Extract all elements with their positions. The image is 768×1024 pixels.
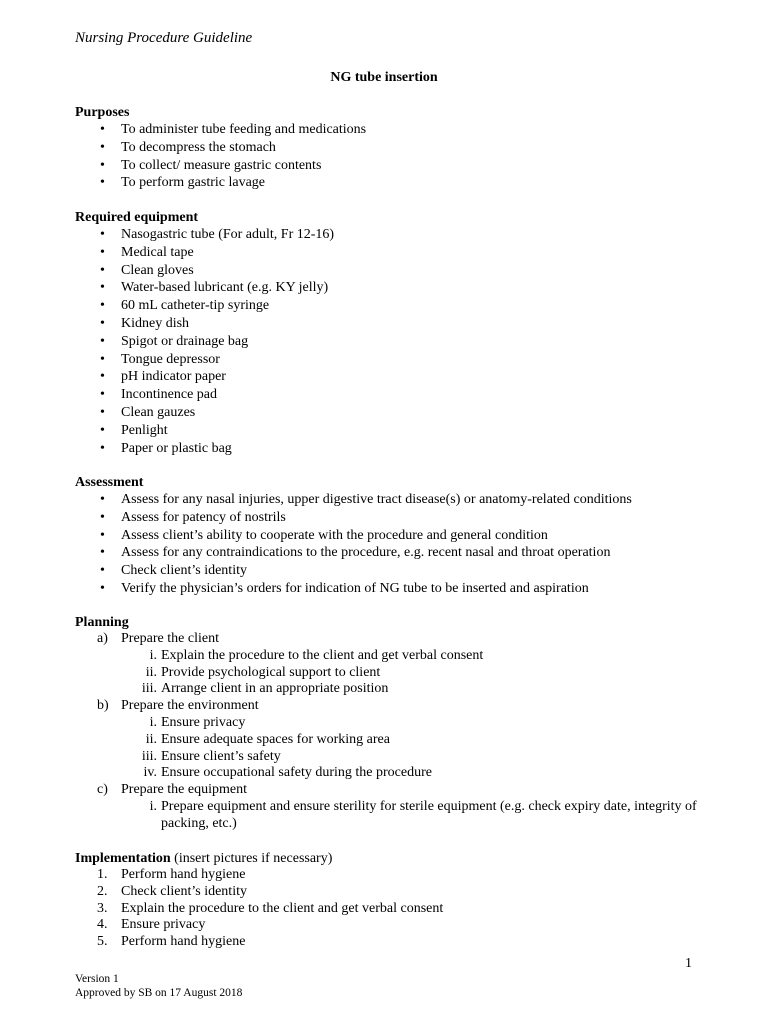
list-item: • Incontinence pad bbox=[75, 386, 715, 404]
list-item: • Assess for patency of nostrils bbox=[75, 509, 715, 527]
list-item: • Kidney dish bbox=[75, 315, 715, 333]
planning-substep bbox=[75, 648, 715, 665]
substep-marker: iii. bbox=[141, 748, 157, 764]
step-text: Explain the procedure to the client and get verbal consent bbox=[121, 900, 444, 916]
list-item: • To perform gastric lavage bbox=[75, 174, 715, 192]
substep-text: Arrange client in an appropriate position bbox=[161, 681, 389, 697]
step-label: Prepare the environment bbox=[121, 698, 259, 714]
step-text: Ensure privacy bbox=[121, 917, 206, 933]
planning-substep bbox=[75, 749, 715, 766]
footer-version: Version 1 bbox=[75, 973, 119, 985]
implementation-note: (insert pictures if necessary) bbox=[170, 851, 333, 866]
list-item: • Check client’s identity bbox=[75, 562, 715, 580]
substep-text: Ensure client’s safety bbox=[161, 748, 281, 764]
implementation-section bbox=[75, 850, 715, 951]
implementation-step bbox=[75, 917, 715, 934]
list-item: • Medical tape bbox=[75, 244, 715, 262]
step-marker: 1. bbox=[97, 867, 108, 882]
planning-substep bbox=[75, 765, 715, 782]
step-text: Perform hand hygiene bbox=[121, 867, 246, 882]
list-item: • To decompress the stomach bbox=[75, 139, 715, 157]
list-item: • Spigot or drainage bag bbox=[75, 333, 715, 351]
list-item: • Assess client’s ability to cooperate with the procedure and general condition bbox=[75, 527, 715, 545]
substep-text: Prepare equipment and ensure sterility for sterile equipment (e.g. check expiry date, integrity of packing, etc.) bbox=[161, 798, 697, 831]
footer-approval: Approved by SB on 17 August 2018 bbox=[75, 987, 243, 999]
list-item: • pH indicator paper bbox=[75, 368, 715, 386]
list-item: • Clean gauzes bbox=[75, 404, 715, 422]
substep-marker: ii. bbox=[145, 664, 157, 680]
substep-marker: i. bbox=[149, 714, 157, 730]
assessment-heading: Assessment bbox=[75, 475, 144, 490]
list-item: • Assess for any contraindications to the procedure, e.g. recent nasal and throat operation bbox=[75, 544, 715, 562]
list-item: • To collect/ measure gastric contents bbox=[75, 157, 715, 175]
list-item: • Water-based lubricant (e.g. KY jelly) bbox=[75, 279, 715, 297]
list-item: • Assess for any nasal injuries, upper digestive tract disease(s) or anatomy-related conditions bbox=[75, 491, 715, 509]
list-item: • Penlight bbox=[75, 422, 715, 440]
implementation-step bbox=[75, 884, 715, 901]
planning-step bbox=[75, 631, 715, 648]
running-header: Nursing Procedure Guideline bbox=[75, 30, 253, 46]
assessment-list bbox=[75, 491, 715, 598]
step-label: Prepare the client bbox=[121, 631, 219, 646]
equipment-heading: Required equipment bbox=[75, 210, 199, 225]
substep-marker: ii. bbox=[145, 731, 157, 747]
implementation-step bbox=[75, 934, 715, 951]
equipment-section bbox=[75, 209, 715, 457]
step-marker: a) bbox=[97, 631, 108, 646]
substep-marker: iv. bbox=[143, 765, 157, 781]
step-marker: c) bbox=[97, 782, 108, 798]
step-text: Check client’s identity bbox=[121, 883, 247, 899]
substep-text: Ensure occupational safety during the procedure bbox=[161, 765, 432, 781]
implementation-heading bbox=[75, 850, 715, 867]
substep-marker: iii. bbox=[141, 681, 157, 697]
implementation-heading-text: Implementation bbox=[75, 851, 171, 866]
planning-step bbox=[75, 698, 715, 715]
document-title: NG tube insertion bbox=[330, 70, 438, 85]
step-marker: 3. bbox=[97, 900, 108, 916]
step-text: Perform hand hygiene bbox=[121, 934, 246, 950]
planning-substep bbox=[75, 665, 715, 682]
substep-text: Explain the procedure to the client and get verbal consent bbox=[161, 647, 484, 663]
substep-marker: i. bbox=[149, 647, 157, 663]
step-marker: 5. bbox=[97, 934, 108, 950]
list-item: • To administer tube feeding and medications bbox=[75, 121, 715, 139]
list-item: • 60 mL catheter-tip syringe bbox=[75, 297, 715, 315]
planning-substep bbox=[75, 681, 715, 698]
planning-heading: Planning bbox=[75, 615, 129, 630]
step-marker: 4. bbox=[97, 917, 108, 933]
substep-marker: i. bbox=[149, 798, 157, 814]
implementation-step bbox=[75, 901, 715, 918]
equipment-list bbox=[75, 226, 715, 457]
step-label: Prepare the equipment bbox=[121, 782, 247, 798]
page-number: 1 bbox=[685, 956, 692, 971]
purposes-section bbox=[75, 104, 715, 192]
list-item: • Nasogastric tube (For adult, Fr 12-16) bbox=[75, 226, 715, 244]
planning-section bbox=[75, 614, 715, 833]
substep-text: Ensure privacy bbox=[161, 714, 246, 730]
step-marker: b) bbox=[97, 698, 109, 714]
list-item: • Tongue depressor bbox=[75, 351, 715, 369]
purposes-heading: Purposes bbox=[75, 105, 130, 120]
implementation-step bbox=[75, 867, 715, 884]
footer bbox=[75, 972, 242, 1000]
purposes-list bbox=[75, 121, 715, 192]
planning-substep bbox=[75, 732, 715, 749]
list-item: • Clean gloves bbox=[75, 262, 715, 280]
step-marker: 2. bbox=[97, 883, 108, 899]
assessment-section bbox=[75, 474, 715, 598]
planning-substep bbox=[75, 715, 715, 732]
substep-text: Ensure adequate spaces for working area bbox=[161, 731, 390, 747]
list-item: • Paper or plastic bag bbox=[75, 440, 715, 458]
planning-substep bbox=[75, 799, 715, 833]
list-item: • Verify the physician’s orders for indication of NG tube to be inserted and aspiration bbox=[75, 580, 715, 598]
planning-step bbox=[75, 782, 715, 799]
substep-text: Provide psychological support to client bbox=[161, 664, 381, 680]
